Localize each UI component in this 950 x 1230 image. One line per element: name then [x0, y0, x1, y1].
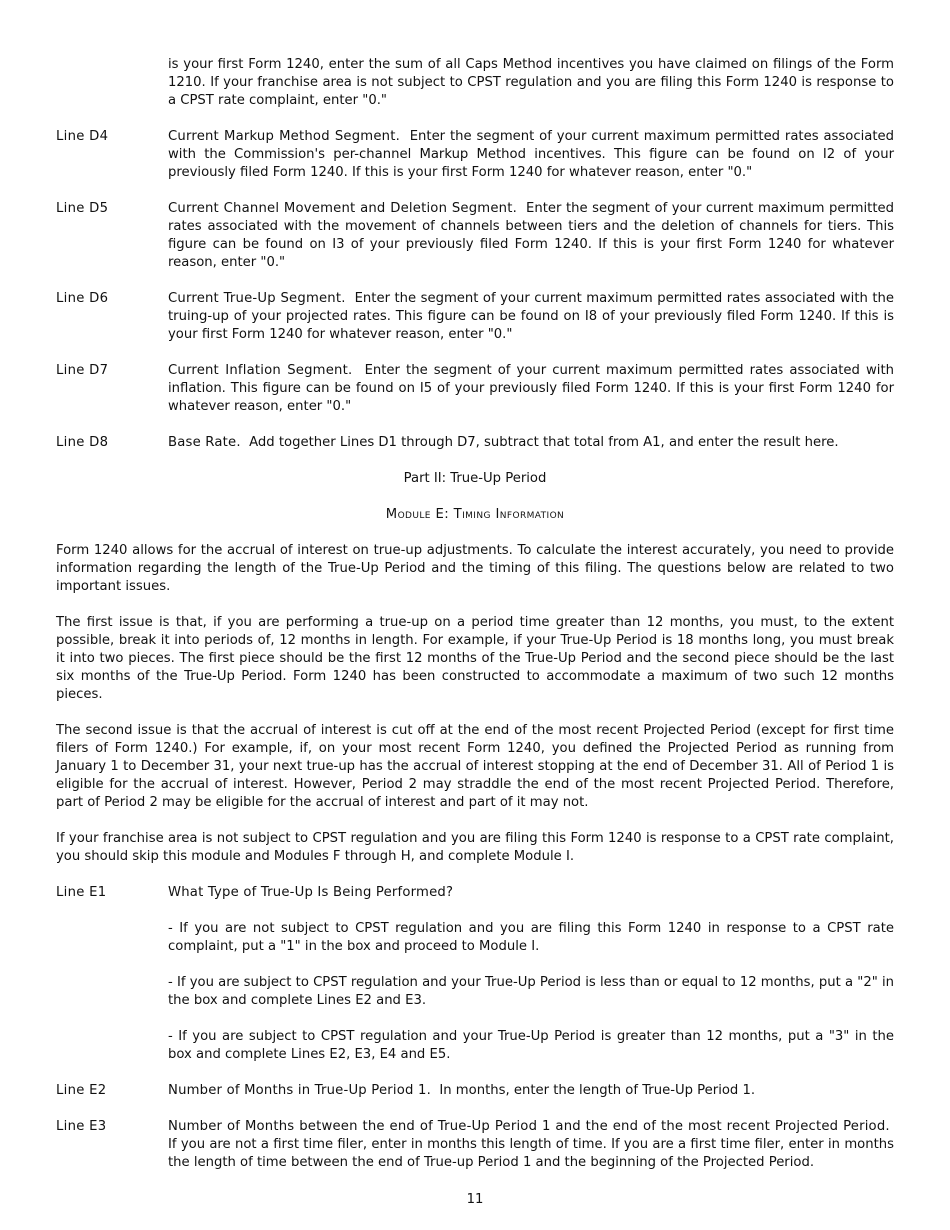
line-d8 [56, 434, 894, 452]
option-3: - If you are subject to CPST regulation and your True-Up Period is greater than 12 months, put a "3" in the box and complete Lines E2, E3, E4 and E5. [168, 1029, 894, 1062]
line-body [168, 200, 894, 272]
line-label: Line D5 [56, 201, 109, 216]
line-d6 [56, 290, 894, 344]
line-body [168, 434, 894, 452]
line-text: Enter the segment of your current maximum permitted rates associated with inflation. This figure can be found on I5 of your previously filed Form 1240. If this is your first Form 1240 for whatever reason, enter "0." [168, 363, 894, 414]
line-text: Enter the segment of your current maximum permitted rates associated with the truing-up of your projected rates. This figure can be found on I8 of your previously filed Form 1240. If this is your first Form 1240 for whatever reason, enter "0." [168, 291, 894, 342]
line-body [168, 128, 894, 182]
page-number: 11 [466, 1192, 484, 1207]
line-title: Current Markup Method Segment. [168, 129, 400, 144]
option-1: - If you are not subject to CPST regulation and you are filing this Form 1240 in response to a CPST rate complaint, put a "1" in the box and proceed to Module I. [168, 921, 894, 954]
line-title: Current Channel Movement and Deletion Segment. [168, 201, 517, 216]
line-title: Current Inflation Segment. [168, 363, 353, 378]
line-e2 [56, 1082, 894, 1100]
document-page [56, 56, 894, 1172]
line-e3 [56, 1118, 894, 1172]
line-body [168, 362, 894, 416]
line-label: Line D4 [56, 129, 109, 144]
line-text: If you are not a first time filer, enter in months this length of time. If you are a first time filer, enter in months the length of time between the end of True-up Period 1 and the beginning of the Projected Period. [168, 1137, 894, 1170]
line-d7 [56, 362, 894, 416]
line-title: Base Rate. [168, 435, 241, 450]
line-title: Current True-Up Segment. [168, 291, 346, 306]
option-2: - If you are subject to CPST regulation and your True-Up Period is less than or equal to 12 months, put a "2" in the box and complete Lines E2 and E3. [168, 975, 894, 1008]
line-label: Line D7 [56, 363, 109, 378]
line-body [168, 1082, 894, 1100]
line-text: In months, enter the length of True-Up Period 1. [439, 1083, 756, 1098]
line-label: Line D8 [56, 435, 109, 450]
line-text: Enter the segment of your current maximum permitted rates associated with the Commission's per-channel Markup Method incentives. This figure can be found on I2 of your previously filed Form 1240. If this is your first Form 1240 for whatever reason, enter "0." [168, 129, 894, 180]
line-label: Line E2 [56, 1083, 107, 1098]
line-title: What Type of True-Up Is Being Performed? [168, 885, 454, 900]
line-body [168, 290, 894, 344]
line-e1 [56, 884, 894, 1064]
part-heading: Part II: True-Up Period [403, 471, 547, 486]
line-body [168, 1118, 894, 1172]
line-body [168, 884, 894, 1064]
line-text: Enter the segment of your current maximum permitted rates associated with the movement of channels between tiers and the deletion of channels for tiers. This figure can be found on I3 of your previously filed Form 1240. If this is your first Form 1240 for whatever reason, enter "0." [168, 201, 894, 270]
line-d5 [56, 200, 894, 272]
line-title: Number of Months in True-Up Period 1. [168, 1083, 431, 1098]
paragraph-second-issue: The second issue is that the accrual of interest is cut off at the end of the most recent Projected Period (except for first time filers of Form 1240.) For example, if, on your most recent Form 1240, you defined the Projected Period as running from January 1 to December 31, your next true-up has the accrual of interest stopping at the end of December 31. All of Period 1 is eligible for the accrual of interest. However, Period 2 may straddle the end of the most recent Projected Period. Therefore, part of Period 2 may be eligible for the accrual of interest and part of it may not. [56, 723, 894, 810]
paragraph-first-issue: The first issue is that, if you are performing a true-up on a period time greater than 12 months, you must, to the extent possible, break it into periods of, 12 months in length. For example, if your True-Up Period is 18 months long, you must break it into two pieces. The first piece should be the first 12 months of the True-Up Period and the second piece should be the last six months of the True-Up Period. Form 1240 has been constructed to accommodate a maximum of two such 12 months pieces. [56, 615, 894, 702]
paragraph-skip-note: If your franchise area is not subject to CPST regulation and you are filing this Form 1240 is response to a CPST rate complaint, you should skip this module and Modules F through H, and complete Module I. [56, 831, 894, 864]
line-title: Number of Months between the end of True-Up Period 1 and the end of the most recent Projected Period. [168, 1119, 890, 1134]
line-d4 [56, 128, 894, 182]
paragraph-intro: Form 1240 allows for the accrual of interest on true-up adjustments. To calculate the interest accurately, you need to provide information regarding the length of the True-Up Period and the timing of this filing. The questions below are related to two important issues. [56, 543, 894, 594]
line-label: Line D6 [56, 291, 109, 306]
line-label: Line E1 [56, 885, 107, 900]
line-text: Add together Lines D1 through D7, subtract that total from A1, and enter the result here. [249, 435, 839, 450]
continuation-paragraph: is your first Form 1240, enter the sum of all Caps Method incentives you have claimed on filings of the Form 1210. If your franchise area is not subject to CPST regulation and you are filing this Form 1240 is response to a CPST rate complaint, enter "0." [168, 57, 894, 108]
line-label: Line E3 [56, 1119, 107, 1134]
module-heading: Module E: Timing Information [385, 507, 565, 522]
